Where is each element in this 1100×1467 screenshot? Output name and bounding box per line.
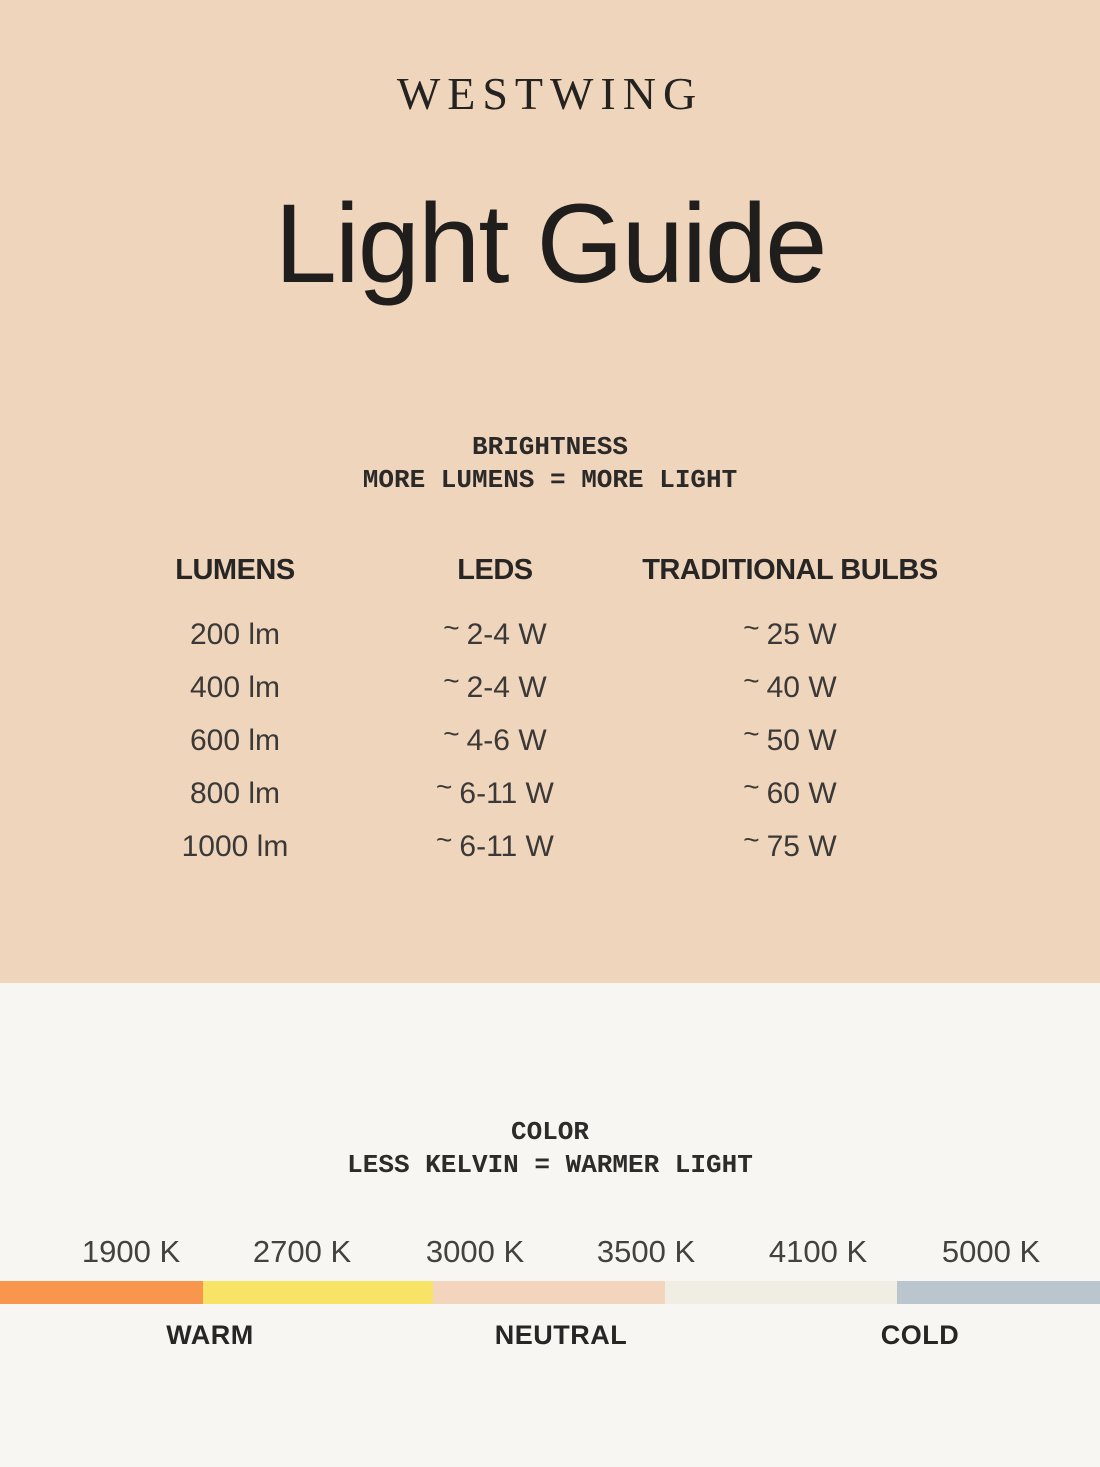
- zone-label-warm: WARM: [166, 1320, 254, 1350]
- scale-segment-cold-blue: [897, 1281, 1100, 1304]
- color-heading: COLOR: [510, 1117, 589, 1147]
- approx-symbol: ~: [743, 665, 760, 696]
- kelvin-label: 3000 K: [425, 1234, 525, 1269]
- leds-cell: [360, 661, 630, 714]
- kelvin-labels-row: [0, 1234, 1100, 1270]
- bulbs-cell: [630, 820, 950, 873]
- zone-label-cold: COLD: [880, 1320, 960, 1350]
- bulbs-cell: [630, 714, 950, 767]
- leds-value: 4-6 W: [466, 724, 547, 757]
- scale-segment-neutral-peach: [433, 1281, 665, 1304]
- table-row: [110, 714, 950, 767]
- approx-symbol: ~: [443, 718, 460, 749]
- bulbs-cell: [630, 767, 950, 820]
- brightness-heading-block: [0, 431, 1100, 497]
- approx-symbol: ~: [443, 612, 460, 643]
- lumens-conversion-table: [110, 552, 950, 873]
- scale-segment-warm-yellow: [203, 1281, 433, 1304]
- leds-value: 6-11 W: [459, 777, 554, 810]
- header-lumens: LUMENS: [175, 554, 295, 586]
- header-leds: LEDS: [457, 554, 533, 586]
- table-row: [110, 820, 950, 873]
- bulbs-value: 60 W: [766, 777, 837, 810]
- lumens-cell: 200 lm: [189, 618, 280, 651]
- kelvin-label: 1900 K: [81, 1234, 181, 1269]
- kelvin-color-scale: [0, 1281, 1100, 1304]
- kelvin-label: 5000 K: [941, 1234, 1041, 1269]
- approx-symbol: ~: [743, 718, 760, 749]
- leds-cell: [360, 820, 630, 873]
- leds-cell: [360, 767, 630, 820]
- leds-cell: [360, 714, 630, 767]
- scale-segment-neutral-cream: [665, 1281, 897, 1304]
- kelvin-label: 2700 K: [252, 1234, 352, 1269]
- bulbs-value: 40 W: [766, 671, 837, 704]
- table-header-row: [110, 552, 950, 588]
- leds-value: 2-4 W: [466, 671, 547, 704]
- color-subheading: LESS KELVIN = WARMER LIGHT: [347, 1150, 753, 1180]
- leds-value: 2-4 W: [466, 618, 547, 651]
- kelvin-label: 3500 K: [596, 1234, 696, 1269]
- lumens-cell: 800 lm: [189, 777, 280, 810]
- lumens-cell: 1000 lm: [181, 830, 289, 863]
- color-section: [0, 983, 1100, 1467]
- color-heading-block: [0, 983, 1100, 1182]
- approx-symbol: ~: [743, 612, 760, 643]
- table-body: [110, 608, 950, 873]
- leds-cell: [360, 608, 630, 661]
- bulbs-cell: [630, 608, 950, 661]
- approx-symbol: ~: [443, 665, 460, 696]
- lumens-cell: 600 lm: [189, 724, 280, 757]
- table-row: [110, 661, 950, 714]
- brightness-subheading: MORE LUMENS = MORE LIGHT: [362, 465, 738, 495]
- brightness-heading: BRIGHTNESS: [471, 432, 629, 462]
- lumens-cell: 400 lm: [189, 671, 280, 704]
- kelvin-label: 4100 K: [768, 1234, 868, 1269]
- bulbs-value: 75 W: [766, 830, 837, 863]
- bulbs-cell: [630, 661, 950, 714]
- header-traditional-bulbs: TRADITIONAL BULBS: [642, 554, 938, 586]
- table-row: [110, 767, 950, 820]
- page-title: Light Guide: [274, 181, 826, 306]
- approx-symbol: ~: [436, 824, 453, 855]
- zone-label-neutral: NEUTRAL: [494, 1320, 628, 1350]
- bulbs-value: 50 W: [766, 724, 837, 757]
- approx-symbol: ~: [743, 771, 760, 802]
- approx-symbol: ~: [436, 771, 453, 802]
- table-row: [110, 608, 950, 661]
- approx-symbol: ~: [743, 824, 760, 855]
- leds-value: 6-11 W: [459, 830, 554, 863]
- brand-logo: WESTWING: [396, 68, 704, 119]
- scale-segment-warm-orange: [0, 1281, 203, 1304]
- zone-labels-row: [0, 1316, 1100, 1356]
- bulbs-value: 25 W: [766, 618, 837, 651]
